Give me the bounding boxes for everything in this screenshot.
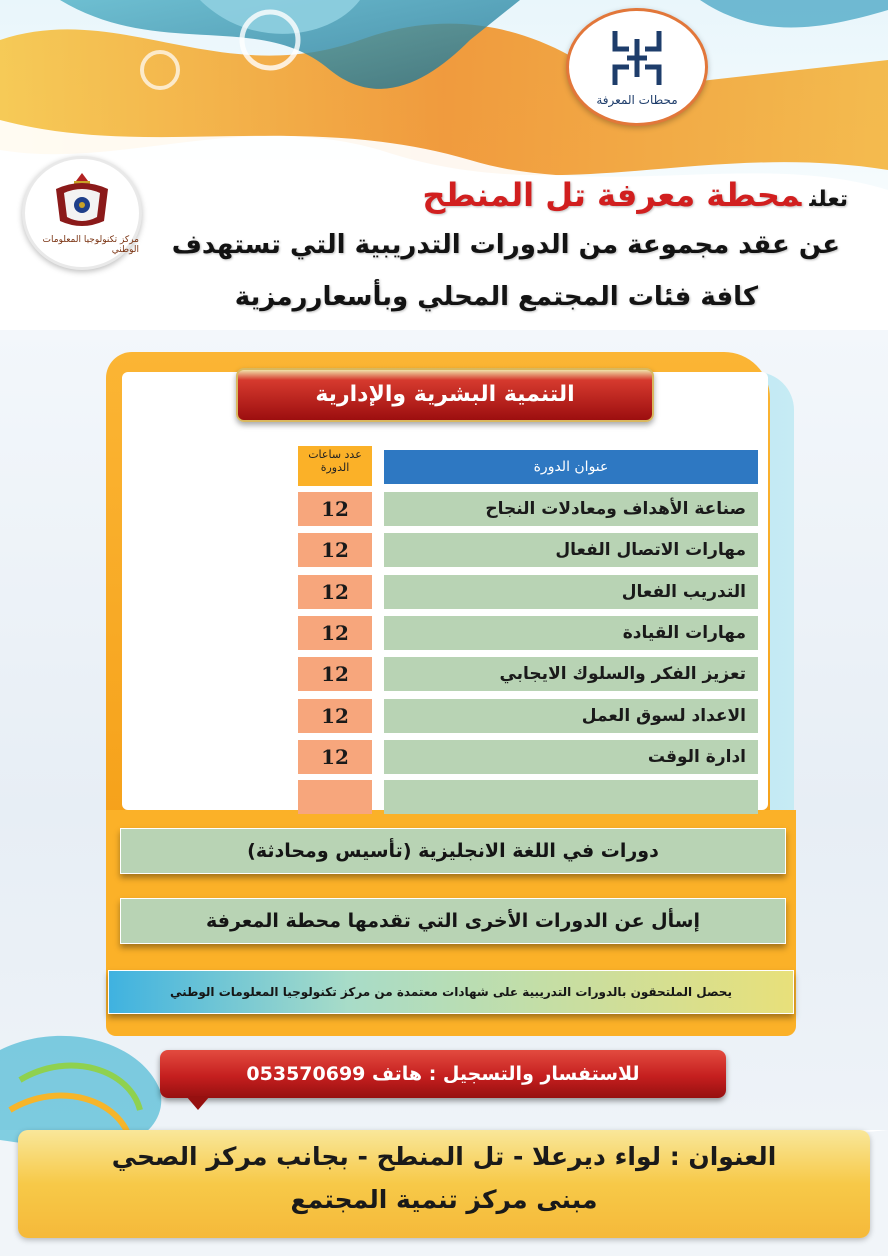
course-title: التدريب الفعال [384, 575, 758, 609]
course-hours: 12 [298, 492, 372, 526]
address-line-1: العنوان : لواء ديرعلا - تل المنطح - بجانب مركز الصحي [111, 1142, 777, 1171]
other-courses-banner: إسأل عن الدورات الأخرى التي تقدمها محطة المعرفة [120, 898, 786, 944]
address-box [18, 1130, 870, 1238]
course-hours: 12 [298, 657, 372, 691]
hours-column-header: عدد ساعات الدورة [298, 446, 372, 486]
course-title: مهارات الاتصال الفعال [384, 533, 758, 567]
announcement-line-3: كافة فئات المجتمع المحلي وبأسعاررمزية [234, 282, 758, 312]
address-line-2: مبنى مركز تنمية المجتمع [290, 1185, 598, 1214]
announcement-line-2: عن عقد مجموعة من الدورات التدريبية التي تستهدف [171, 230, 840, 260]
course-hours: 12 [298, 533, 372, 567]
course-title-empty [384, 780, 758, 814]
section-title: التنمية البشرية والإدارية [236, 368, 654, 422]
national-it-center-caption: مركز تكنولوجيا المعلومات الوطني [42, 235, 139, 255]
knowledge-stations-emblem-icon [607, 27, 667, 89]
course-title: صناعة الأهداف ومعادلات النجاح [384, 492, 758, 526]
national-it-center-logo [22, 156, 142, 270]
contact-banner-tail [186, 1096, 210, 1110]
contact-phone-banner: للاستفسار والتسجيل : هاتف 053570699 [160, 1050, 726, 1098]
course-title: الاعداد لسوق العمل [384, 699, 758, 733]
knowledge-stations-logo [566, 8, 708, 126]
jordan-coat-of-arms-icon [50, 171, 114, 233]
course-title: تعزيز الفكر والسلوك الايجابي [384, 657, 758, 691]
knowledge-stations-caption: محطات المعرفة [596, 93, 678, 107]
course-hours: 12 [298, 699, 372, 733]
station-name: محطة معرفة تل المنطح [422, 176, 802, 214]
announcement-line-1 [422, 176, 848, 214]
course-hours: 12 [298, 575, 372, 609]
header-swirl-background [0, 0, 888, 330]
title-column-header: عنوان الدورة [384, 450, 758, 484]
announce-prefix: تعلن [809, 187, 848, 212]
course-hours: 12 [298, 740, 372, 774]
course-title: ادارة الوقت [384, 740, 758, 774]
course-title: مهارات القيادة [384, 616, 758, 650]
course-hours-empty [298, 780, 372, 814]
certificate-banner: يحصل الملتحقون بالدورات التدريبية على شهادات معتمدة من مركز تكنولوجيا المعلومات الوطني [108, 970, 794, 1014]
course-hours: 12 [298, 616, 372, 650]
english-courses-banner: دورات في اللغة الانجليزية (تأسيس ومحادثة) [120, 828, 786, 874]
